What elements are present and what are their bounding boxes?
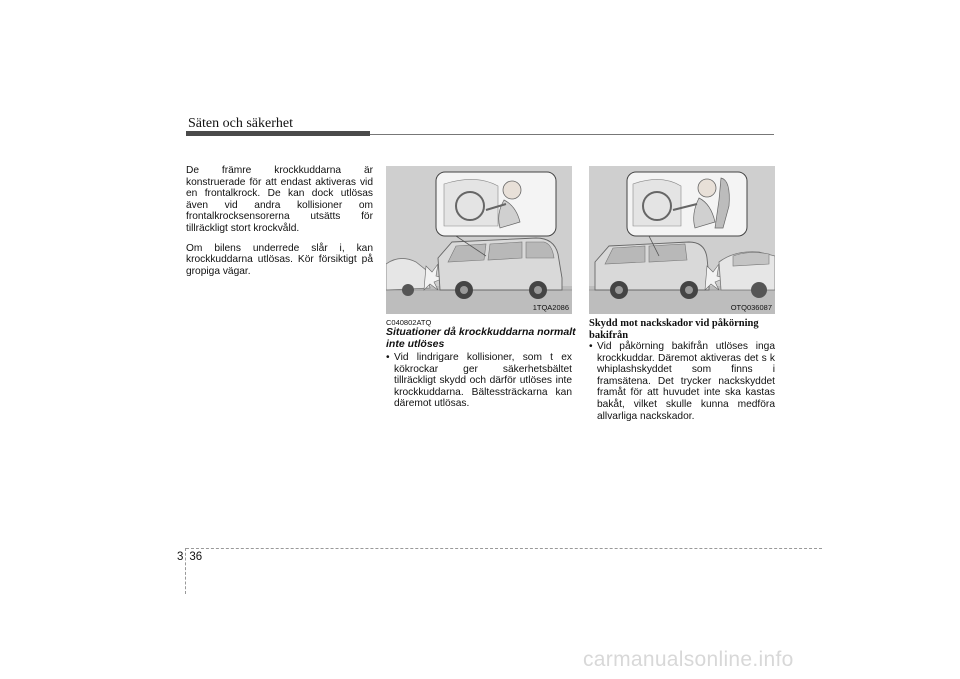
subsection-heading: Situationer då krockkuddarna normalt inte utlöses: [386, 326, 576, 350]
rear-end-collision-icon: [386, 166, 572, 314]
section-code: C040802ATQ: [386, 318, 432, 327]
footer-rule: [186, 548, 822, 549]
header-bar: [186, 131, 370, 136]
rear-end-collision-illustration: [386, 166, 572, 314]
bullet-list: [589, 341, 775, 422]
bullet-item: • Vid lindrigare kollisioner, som t ex kökrockar ger säkerhetsbältet tillräckligt skydd och därför utlöses inte krockkuddarna. Bältessträckarna kan däremot utlösas.: [386, 352, 572, 410]
paragraph: Om bilens underrede slår i, kan krockkuddarna utlösas. Kör försiktigt på gropiga vägar.: [186, 242, 373, 277]
figure-code: 1TQA2086: [532, 303, 569, 312]
figure-code: OTQ036087: [730, 303, 772, 312]
rear-impact-icon: [589, 166, 775, 314]
page-number-value: 36: [189, 551, 203, 563]
bullet-item: • Vid påkörning bakifrån utlöses inga krockkuddar. Däremot aktiveras det s k whiplashskyddet som finns i framsätena. Det trycker nackskyddet framåt för att huvudet inte ska kastas bakåt, vilket skulle kunna medföra allvarliga nackskador.: [589, 341, 775, 422]
page-number: [177, 551, 208, 563]
column-situations: [386, 352, 572, 410]
rear-impact-headrest-illustration: [589, 166, 775, 314]
column-whiplash: [589, 341, 775, 422]
section-title: Säten och säkerhet: [188, 116, 293, 131]
column-intro: [186, 165, 373, 285]
header-rule: [370, 134, 774, 135]
bullet-list: [386, 352, 572, 410]
chapter-number: 3: [177, 551, 184, 563]
paragraph: De främre krockkuddarna är konstruerade för att endast aktiveras vid en frontalkrock. De kan dock utlösas även vid andra kollisioner om frontalkrocksensorerna utsätts för tillräckligt stort krockvåld.: [186, 165, 373, 234]
subsection-heading-whiplash: Skydd mot nackskador vid påkörning bakifrån: [589, 318, 759, 341]
watermark: carmanualsonline.info: [583, 648, 794, 671]
